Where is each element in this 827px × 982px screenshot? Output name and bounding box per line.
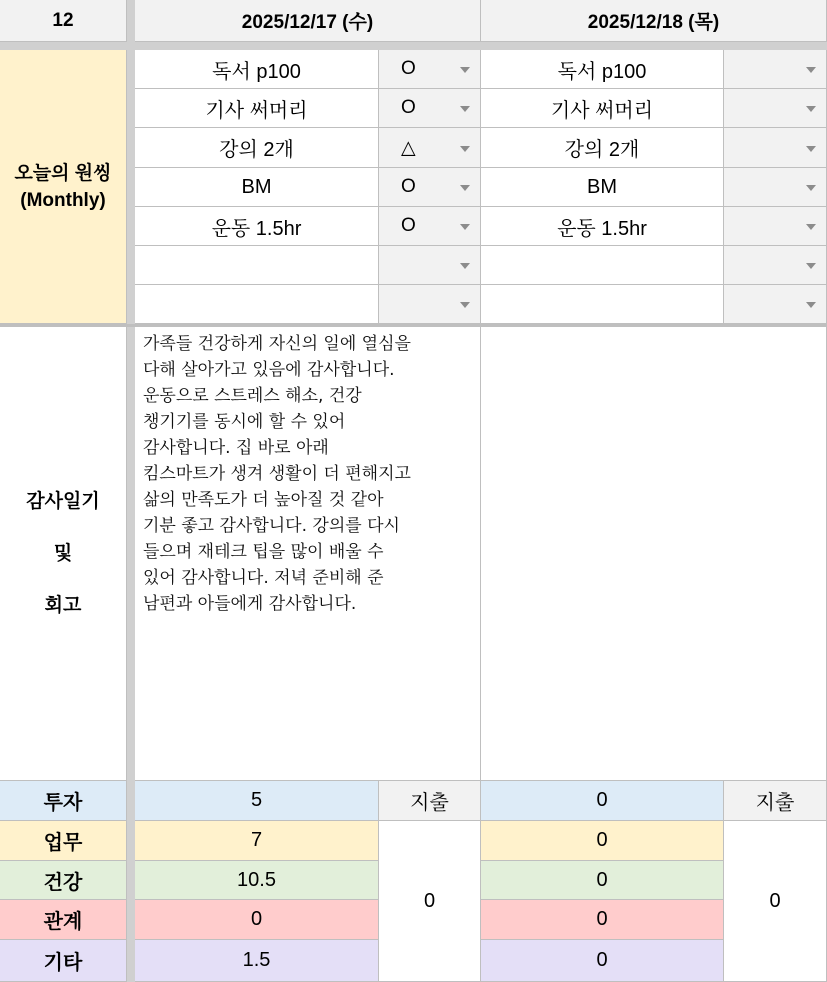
value-text: 7 [250, 829, 263, 851]
task-cell[interactable] [135, 207, 379, 246]
dropdown-arrow-icon[interactable] [806, 106, 816, 112]
day2-date-label: 2025/12/18 (목) [587, 12, 720, 33]
day2-relation-value[interactable] [481, 900, 724, 940]
status-dropdown[interactable] [724, 128, 827, 168]
category-invest-label[interactable] [0, 781, 127, 821]
task-cell[interactable] [135, 128, 379, 168]
task-text: 운동 1.5hr [557, 217, 647, 240]
expense-label-text: 지출 [410, 792, 449, 814]
day2-expense-label[interactable] [724, 781, 827, 821]
dropdown-arrow-icon[interactable] [806, 185, 816, 191]
category-label: 건강 [43, 871, 83, 894]
category-health-label[interactable] [0, 861, 127, 900]
task-cell[interactable] [135, 50, 379, 89]
day2-work-value[interactable] [481, 821, 724, 861]
dropdown-arrow-icon[interactable] [806, 263, 816, 269]
day1-etc-value[interactable] [135, 940, 379, 982]
day2-health-value[interactable] [481, 861, 724, 900]
dropdown-arrow-icon[interactable] [460, 106, 470, 112]
category-label: 투자 [43, 792, 83, 814]
category-etc-label[interactable] [0, 940, 127, 982]
value-text: 0 [596, 908, 608, 930]
task-text: BM [587, 175, 617, 198]
task-cell[interactable] [135, 246, 379, 285]
dropdown-arrow-icon[interactable] [460, 146, 470, 152]
task-text: 독서 p100 [212, 60, 301, 83]
status-value: O [401, 58, 416, 79]
dropdown-arrow-icon[interactable] [460, 224, 470, 230]
status-dropdown[interactable] [379, 207, 481, 246]
gratitude-day1-cell[interactable] [135, 327, 481, 781]
one-thing-label-cell[interactable] [0, 50, 127, 324]
status-dropdown[interactable] [724, 207, 827, 246]
gratitude-label-line2: 및 [53, 542, 73, 564]
gratitude-label-line1: 감사일기 [26, 490, 100, 512]
status-dropdown[interactable] [724, 89, 827, 128]
status-value: O [401, 176, 416, 197]
day1-invest-value[interactable] [135, 781, 379, 821]
dropdown-arrow-icon[interactable] [460, 185, 470, 191]
day1-expense-label[interactable] [379, 781, 481, 821]
value-text: 10.5 [237, 868, 276, 891]
dropdown-arrow-icon[interactable] [806, 67, 816, 73]
one-thing-label-line2: (Monthly) [20, 189, 106, 211]
category-label: 관계 [43, 911, 83, 933]
category-relation-label[interactable] [0, 900, 127, 940]
value-text: 0 [596, 868, 608, 891]
dropdown-arrow-icon[interactable] [806, 146, 816, 152]
day1-expense-value[interactable] [379, 821, 481, 982]
status-dropdown[interactable] [724, 246, 827, 285]
one-thing-label-line1: 오늘의 원씽 [14, 162, 112, 184]
gratitude-label-cell[interactable] [0, 327, 127, 781]
status-value: O [401, 97, 416, 118]
dropdown-arrow-icon[interactable] [806, 224, 816, 230]
day1-relation-value[interactable] [135, 900, 379, 940]
value-text: 0 [596, 789, 608, 811]
task-text: 기사 써머리 [205, 99, 308, 122]
status-dropdown[interactable] [724, 168, 827, 207]
day1-date-header[interactable] [135, 0, 481, 42]
task-text: 강의 2개 [219, 139, 294, 161]
status-dropdown[interactable] [379, 168, 481, 207]
task-cell[interactable] [481, 50, 724, 89]
task-text: 운동 1.5hr [211, 217, 302, 240]
task-text: BM [241, 175, 272, 198]
frozen-row-divider [0, 42, 827, 50]
task-cell[interactable] [135, 89, 379, 128]
expense-value-text: 0 [423, 889, 436, 912]
day1-date-label: 2025/12/17 (수) [241, 12, 374, 33]
status-dropdown[interactable] [379, 89, 481, 128]
task-cell[interactable] [135, 168, 379, 207]
status-dropdown[interactable] [724, 285, 827, 324]
day2-invest-value[interactable] [481, 781, 724, 821]
gratitude-day2-cell[interactable] [481, 327, 827, 781]
month-label: 12 [52, 9, 74, 31]
status-dropdown[interactable] [379, 128, 481, 168]
dropdown-arrow-icon[interactable] [460, 67, 470, 73]
task-cell[interactable] [481, 89, 724, 128]
day2-date-header[interactable] [481, 0, 827, 42]
dropdown-arrow-icon[interactable] [806, 302, 816, 308]
task-cell[interactable] [481, 285, 724, 324]
task-cell[interactable] [481, 128, 724, 168]
task-text: 독서 p100 [557, 60, 647, 83]
category-label: 업무 [43, 832, 83, 854]
value-text: 1.5 [242, 949, 271, 971]
category-label: 기타 [43, 952, 83, 974]
status-value: △ [401, 137, 416, 158]
task-text: 기사 써머리 [550, 99, 654, 122]
value-text: 0 [596, 949, 608, 971]
status-dropdown[interactable] [724, 50, 827, 89]
month-cell[interactable] [0, 0, 127, 42]
gratitude-day1-text: 가족들 건강하게 자신의 일에 열심을 다해 살아가고 있음에 감사합니다. 운동으로 스트레스 해소, 건강 챙기기를 동시에 할 수 있어 감사합니다. 집 바로 아래 킴스마트가 생겨 생활이 더 편해지고 삶의 만족도가 더 높아질 것 같아 기분 좋고 감사합니다. 강의를 다시 들으며 재테크 팁을 많이 배울 수 있어 감사합니다. 저녁 준비해 준 남편과 아들에게 감사합니다. [143, 334, 411, 614]
dropdown-arrow-icon[interactable] [460, 263, 470, 269]
value-text: 0 [250, 908, 263, 930]
day2-expense-value[interactable] [724, 821, 827, 982]
task-cell[interactable] [135, 285, 379, 324]
status-dropdown[interactable] [379, 50, 481, 89]
status-value: O [401, 215, 416, 236]
status-dropdown[interactable] [379, 246, 481, 285]
day2-etc-value[interactable] [481, 940, 724, 982]
frozen-column-divider [127, 0, 135, 982]
expense-label-text: 지출 [755, 792, 795, 814]
dropdown-arrow-icon[interactable] [460, 302, 470, 308]
category-work-label[interactable] [0, 821, 127, 861]
status-dropdown[interactable] [379, 285, 481, 324]
day1-health-value[interactable] [135, 861, 379, 900]
task-text: 강의 2개 [564, 139, 640, 161]
gratitude-label-line3: 회고 [44, 594, 82, 616]
value-text: 0 [596, 829, 608, 851]
task-cell[interactable] [481, 207, 724, 246]
expense-value-text: 0 [769, 889, 781, 912]
day1-work-value[interactable] [135, 821, 379, 861]
task-cell[interactable] [481, 168, 724, 207]
value-text: 5 [250, 789, 263, 811]
task-cell[interactable] [481, 246, 724, 285]
